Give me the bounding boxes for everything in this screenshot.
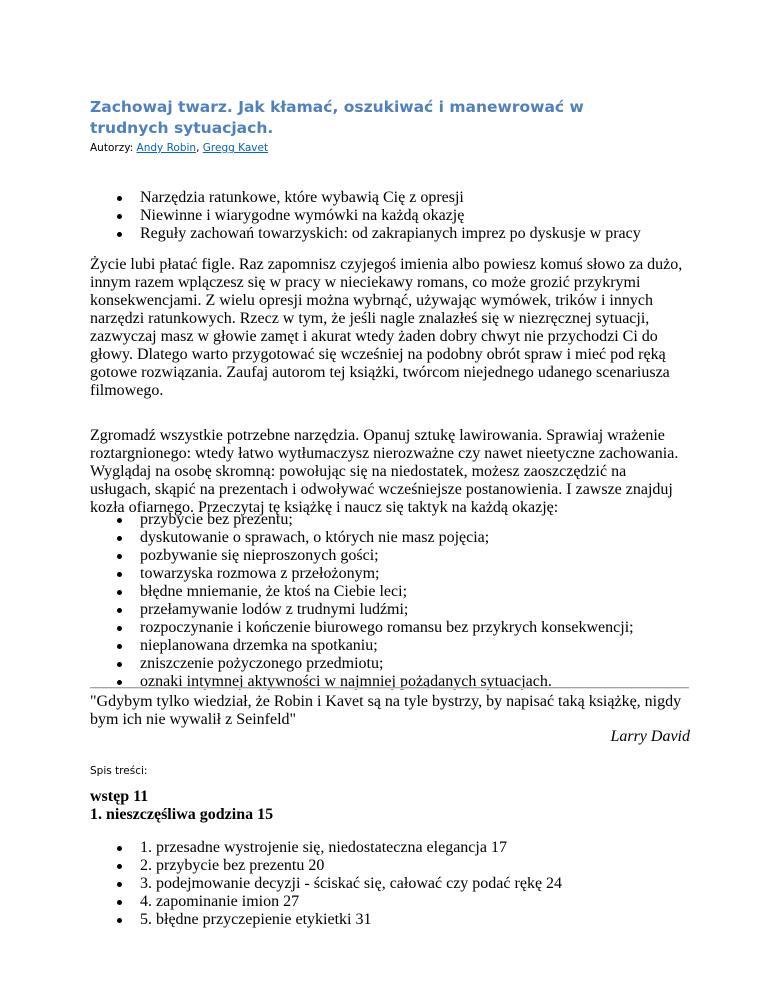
authors-prefix: Autorzy: (90, 142, 137, 154)
list-item: Reguły zachowań towarzyskich: od zakrapianych imprez po dyskusje w pracy (140, 225, 641, 242)
toc-item: 2. przybycie bez prezentu 20 (140, 857, 562, 875)
list-item: dyskutowanie o sprawach, o których nie masz pojęcia; (140, 529, 634, 547)
toc-item: 3. podejmowanie decyzji - ściskać się, całować czy podać rękę 24 (140, 875, 563, 892)
list-item: pozbywanie się nieproszonych gości; (140, 547, 634, 565)
list-item: błędne mniemanie, że ktoś na Ciebie leci; (140, 583, 634, 601)
tactics-list (90, 511, 634, 691)
description-paragraph-2: Zgromadź wszystkie potrzebne narzędzia. Opanuj sztukę lawirowania. Sprawiaj wrażenie roztargnionego: wtedy łatwo wytłumaczysz nierozważne czy nawet nieetyczne zachowania. Wyglądaj na osobę skromną: powołując się na niedostatek, możesz zaoszczędzić na usługach, skąpić na prezentach i odwoływać wcześniejsze postanowienia. I zawsze znajduj kozła ofiarnego. Przeczytaj tę książkę i naucz się taktyk na każdą okazję: (90, 427, 679, 516)
list-item: Narzędzia ratunkowe, które wybawią Cię z opresji (140, 189, 641, 207)
book-title: Zachowaj twarz. Jak kłamać, oszukiwać i manewrować w trudnych sytuacjach. (90, 98, 584, 137)
list-item: nieplanowana drzemka na spotkaniu; (140, 637, 634, 655)
toc-item: 4. zapominanie imion 27 (140, 893, 562, 911)
list-item: zniszczenie pożyczonego przedmiotu; (140, 655, 634, 673)
toc-intro: wstęp 11 (90, 788, 149, 805)
features-list (90, 189, 641, 243)
toc-item: 5. błędne przyczepienie etykietki 31 (140, 911, 562, 929)
authors-separator: , (196, 142, 203, 154)
authors-line (90, 141, 268, 155)
author-link-andy-robin[interactable]: Andy Robin (136, 142, 197, 154)
list-item: towarzyska rozmowa z przełożonym; (140, 565, 634, 583)
toc-label: Spis treści: (90, 765, 148, 777)
toc-item: 1. przesadne wystrojenie się, niedostateczna elegancja 17 (140, 839, 562, 857)
list-item: oznaki intymnej aktywności w najmniej pożądanych sytuacjach. (140, 673, 634, 691)
toc-chapter-1: 1. nieszczęśliwa godzina 15 (90, 806, 274, 823)
quote-author: Larry David (610, 728, 690, 745)
horizontal-divider (90, 687, 689, 689)
list-item: rozpoczynanie i kończenie biurowego romansu bez przykrych konsekwencji; (140, 619, 634, 636)
list-item: Niewinne i wiarygodne wymówki na każdą okazję (140, 207, 641, 225)
toc-chapter-1-items (90, 839, 562, 929)
list-item: przełamywanie lodów z trudnymi ludźmi; (140, 601, 634, 619)
list-item: przybycie bez prezentu; (140, 511, 634, 529)
blurb-quote: "Gdybym tylko wiedział, że Robin i Kavet są na tyle bystrzy, by napisać taką książkę, nigdy bym ich nie wywalił z Seinfeld" (90, 693, 682, 728)
author-link-gregg-kavet[interactable]: Gregg Kavet (202, 142, 269, 154)
description-paragraph-1: Życie lubi płatać figle. Raz zapomnisz czyjegoś imienia albo powiesz komuś słowo za dużo, innym razem wplączesz się w pracy w nieciekawy romans, co może grozić przykrymi konsekwencjami. Z wielu opresji można wybrnąć, używając wymówek, trików i innych narzędzi ratunkowych. Rzecz w tym, że jeśli nagle znalazłeś się w niezręcznej sytuacji, zazwyczaj masz w głowie zamęt i akurat wtedy żaden dobry chwyt nie przychodzi Ci do głowy. Dlatego warto przygotować się wcześniej na podobny obrót spraw i mieć pod ręką gotowe rozwiązania. Zaufaj autorom tej książki, twórcom niejednego udanego scenariusza filmowego. (90, 256, 683, 399)
